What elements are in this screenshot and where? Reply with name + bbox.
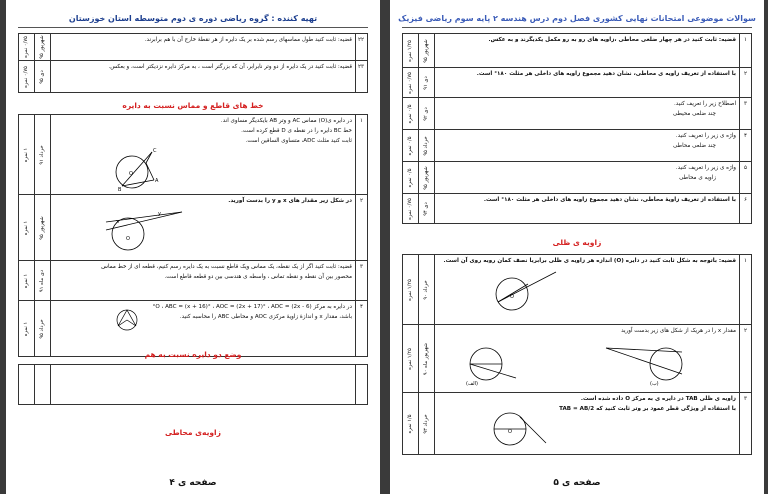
question-text: در دایره به مرکز O ، ABC = (x + 16)° ، AOC = (2x + 17)° ، ADC = (2x - 6)° باشد، مقدار x و اندازۀ زاویۀ مرکزی AOC و محاطی ABC را محاسبه کنید. <box>51 301 356 357</box>
question-text: زاویه ی ظلی TAB در دایره ی به مرکز O داده شده است. با استفاده از ویژگی قطر عمود بر وتر ثابت کنید که TAB = AB/2 O <box>435 393 740 455</box>
question-score: ۰/۷۵ نمره <box>19 61 35 93</box>
question-number: ۲ <box>356 195 368 261</box>
question-number: ۵ <box>740 162 752 194</box>
svg-text:B: B <box>118 187 122 193</box>
exam-date: خرداد ۹۰ <box>419 255 435 325</box>
question-text: قضیه: ثابت کنید اگر از یک نقطه، یک مماس ویک قاطع نسبت به یک دایره رسم کنیم، قطعه ای از خط مماس محصور بین آن نقطه و نقطه تماس ، واسطه ی هندسی بین دو قطعه قاطع است. <box>51 261 356 301</box>
exam-date: شهریور ۹۵ <box>419 34 435 68</box>
svg-text:x: x <box>116 219 119 226</box>
svg-text:C: C <box>153 148 157 155</box>
table-row <box>19 61 368 93</box>
table-row <box>403 130 752 162</box>
question-number: ۲۲ <box>356 34 368 61</box>
exam-date: دی ۹۲ <box>419 98 435 130</box>
table-row <box>403 98 752 130</box>
right-page-header: سوالات موضوعی امتحانات نهایی کشوری فصل دوم درس هندسه ۲ پایه سوم ریاضی فیزیک <box>398 14 756 23</box>
question-score: ۱ نمره <box>19 115 35 195</box>
svg-text:y: y <box>158 211 161 218</box>
circle-secant-figure <box>92 208 192 252</box>
header-rule <box>18 27 368 28</box>
exam-date: دی ۹۱ <box>419 68 435 98</box>
table-row <box>19 261 368 301</box>
question-number: ۱ <box>740 255 752 325</box>
question-text: مقدار x را در هریک از شکل های زیر بدست آورید (ب) (الف) <box>435 325 740 393</box>
exam-date: دی ۹۵ <box>35 61 51 93</box>
table-row <box>403 255 752 325</box>
svg-text:O: O <box>510 294 514 301</box>
question-text: در شکل زیر مقدار های x و y را بدست آورید. x y O <box>51 195 356 261</box>
question-score: ۱/۲۵ نمره <box>403 325 419 393</box>
question-number: ۳ <box>740 393 752 455</box>
table-row <box>19 115 368 195</box>
table-row <box>19 301 368 357</box>
exam-date: شهریور ۹۵ <box>419 162 435 194</box>
exam-date: خرداد ۹۳ <box>419 393 435 455</box>
right-tangent-table <box>402 254 752 455</box>
left-page-header: تهیه کننده : گروه ریاضی دوره ی دوم متوسطه استان خوزستان <box>68 14 318 23</box>
question-number: ۲۳ <box>356 61 368 93</box>
table-row <box>403 393 752 455</box>
table-row <box>19 34 368 61</box>
question-score: ۱ نمره <box>19 195 35 261</box>
table-row <box>403 325 752 393</box>
exam-date: شهریور ۹۵ <box>35 195 51 261</box>
section-title-two-circles: وضع دو دایره نسبت به هم <box>144 350 242 359</box>
tangent-chord-figure <box>476 409 556 447</box>
table-row <box>403 34 752 68</box>
left-page <box>6 0 380 494</box>
exam-date: خرداد ۹۵ <box>419 130 435 162</box>
page-number-right: صفحه ی ۵ <box>553 478 601 488</box>
section-title-tangent-angle: زاویه ی ظلی <box>552 238 602 247</box>
exam-date: شهریور ماه ۹۰ <box>419 325 435 393</box>
question-score: ۰/۷۵ نمره <box>19 34 35 61</box>
right-page <box>390 0 764 494</box>
left-top-table <box>18 33 368 93</box>
question-text: در دایره ی(O) مماس AC و وتر AB بایکدیگر مساوی اند. خط BC دایره را در نقطه ی D قطع کرده است. ثابت کنید مثلث ADC، متساوی الساقین است. C A B O <box>51 115 356 195</box>
question-score: ۰/۷۵ نمره <box>403 194 419 224</box>
question-score: ۰/۵ نمره <box>403 162 419 194</box>
question-text: واژه ی زیر را تعریف کنید. زاویه ی محاطی <box>435 162 740 194</box>
table-row <box>403 194 752 224</box>
svg-text:A: A <box>155 178 159 185</box>
left-empty-table <box>18 364 368 405</box>
exam-date: دی ماه ۹۱ <box>35 261 51 301</box>
svg-text:(الف): (الف) <box>466 381 478 387</box>
exam-date: خرداد ۹۵ <box>35 301 51 357</box>
question-number: ۳ <box>740 98 752 130</box>
exam-date: خرداد ۹۱ <box>35 115 51 195</box>
exam-date: دی ۹۴ <box>419 194 435 224</box>
question-score: ۰/۵ نمره <box>403 130 419 162</box>
question-score: ۱/۲۵ نمره <box>403 255 419 325</box>
question-score: ۱/۲۵ نمره <box>403 34 419 68</box>
question-text: قضیه: ثابت کنید در یک دایره از دو وتر نابرابر، آن که بزرگتر است ، به مرکز دایره نزدیکتر است، و بعکس. <box>51 61 356 93</box>
table-row <box>19 365 368 405</box>
question-text: اصطلاح زیر را تعریف کنید. چند ضلعی محیطی <box>435 98 740 130</box>
table-row <box>403 68 752 98</box>
question-number: ۱ <box>740 34 752 68</box>
question-text: با استفاده از تعریف زاویۀ محاطی، نشان دهید مجموع زاویه های داخلی هر مثلث ۱۸۰° است. <box>435 194 740 224</box>
circle-tangent-figure <box>92 148 192 192</box>
svg-text:O: O <box>508 429 512 436</box>
question-number: ۳ <box>356 261 368 301</box>
question-score: ۱/۵ نمره <box>403 393 419 455</box>
question-score: ۰/۵ نمره <box>403 98 419 130</box>
question-score: ۰/۷۵ نمره <box>403 68 419 98</box>
question-number: ۲ <box>740 325 752 393</box>
question-score: ۱ نمره <box>19 301 35 357</box>
question-text: قضیه: ثابت کنید طول مماسهای رسم شده بر یک دایره از هر نقطۀ خارج آن با هم برابرند. <box>51 34 356 61</box>
header-rule <box>402 27 752 28</box>
exam-date: شهریور ۹۵ <box>35 34 51 61</box>
tangent-angle-exercise-figures <box>446 338 736 386</box>
svg-text:O: O <box>129 171 133 178</box>
question-text: قضیه: باتوجه به شکل ثابت کنید در دایره (O) اندازه هر زاویه ی ظلی برابربا نصف کمان روبه روی آن است. O <box>435 255 740 325</box>
right-main-table <box>402 33 752 224</box>
question-number: ۴ <box>356 301 368 357</box>
question-number: ۴ <box>740 130 752 162</box>
question-number: ۶ <box>740 194 752 224</box>
question-text: قضیه: ثابت کنید در هر چهار ضلعی محاطی ،زاویه های رو به رو مکمل یکدیگرند و به عکس. <box>435 34 740 68</box>
question-text: با استفاده از تعریف زاویه ی محاطی، نشان دهید مجموع زاویه های داخلی هر مثلث ۱۸۰° است. <box>435 68 740 98</box>
left-main-table <box>18 114 368 357</box>
svg-text:O: O <box>126 236 130 243</box>
tangent-angle-figure <box>476 268 566 312</box>
table-row <box>19 195 368 261</box>
question-number: ۱ <box>356 115 368 195</box>
table-row <box>403 162 752 194</box>
page-number-left: صفحه ی ۴ <box>169 478 217 488</box>
question-score: ۱ نمره <box>19 261 35 301</box>
svg-text:(ب): (ب) <box>650 381 659 387</box>
section-title-secant-tangent: خط های قاطع و مماس نسبت به دایره <box>122 101 264 110</box>
inscribed-angle-figure <box>102 308 152 332</box>
question-text: واژه ی زیر را تعریف کنید. چند ضلعی محاطی <box>435 130 740 162</box>
question-number: ۲ <box>740 68 752 98</box>
section-title-inscribed-angle: زاویه‌ی محاطی <box>165 428 221 437</box>
